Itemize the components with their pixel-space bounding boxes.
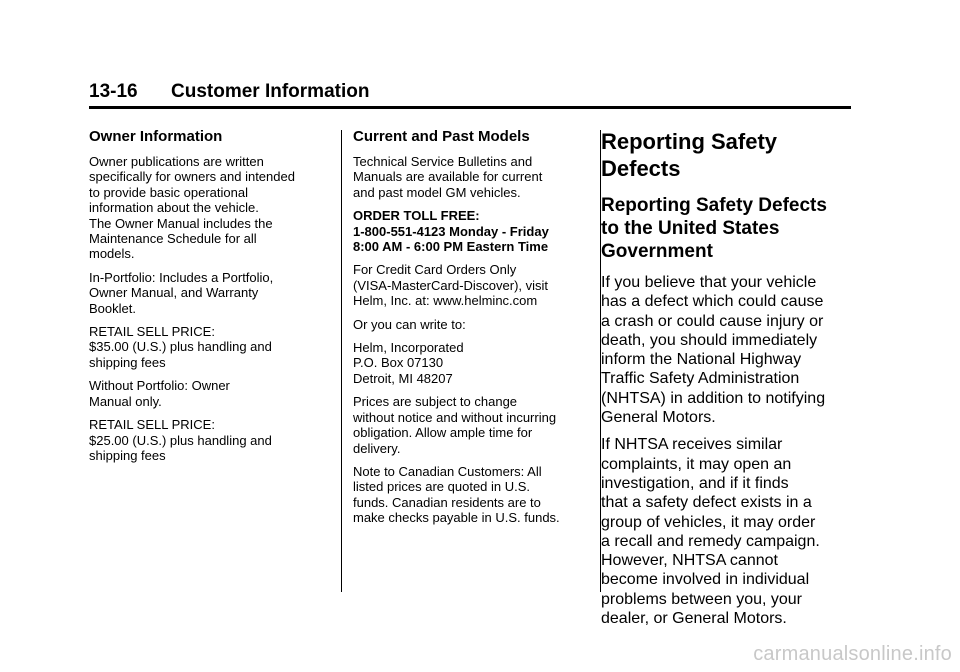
- vehicle-defect-paragraph: [601, 273, 851, 427]
- text-line: Defects: [601, 156, 681, 181]
- text-line: However, NHTSA cannot: [601, 552, 778, 570]
- text-line: Booklet.: [89, 300, 136, 316]
- text-line: a crash or could cause injury or: [601, 312, 824, 330]
- text-line: shipping fees: [89, 354, 166, 370]
- text-line: Prices are subject to change: [353, 394, 518, 410]
- text-line: If NHTSA receives similar: [601, 436, 783, 454]
- text-line: (NHTSA) in addition to notifying: [601, 389, 826, 407]
- text-line: Owner publications are written: [89, 154, 264, 169]
- text-line: RETAIL SELL PRICE:: [89, 324, 215, 340]
- text-line: 8:00 AM - 6:00 PM Eastern Time: [353, 239, 549, 255]
- retail-price-portfolio: [89, 324, 334, 370]
- text-line: 1-800-551-4123 Monday - Friday: [353, 223, 549, 239]
- without-portfolio-paragraph: [89, 378, 334, 409]
- reporting-to-government-heading: [601, 194, 851, 263]
- text-line: complaints, it may open an: [601, 455, 792, 473]
- text-line: RETAIL SELL PRICE:: [89, 417, 215, 433]
- column-current-past-models: [353, 128, 585, 534]
- text-line: make checks payable in U.S. funds.: [353, 510, 560, 526]
- column-owner-information: [89, 128, 334, 471]
- text-line: has a defect which could cause: [601, 293, 824, 311]
- text-line: Technical Service Bulletins and: [353, 154, 533, 169]
- text-line: information about the vehicle.: [89, 200, 259, 216]
- nhtsa-complaints-paragraph: [601, 435, 851, 628]
- text-line: listed prices are quoted in U.S.: [353, 479, 531, 495]
- text-line: Manuals are available for current: [353, 169, 543, 185]
- text-line: Or you can write to:: [353, 316, 466, 332]
- retail-price-manual: [89, 417, 334, 463]
- text-line: a recall and remedy campaign.: [601, 532, 820, 550]
- write-to-paragraph: [353, 317, 585, 332]
- text-line: Manual only.: [89, 393, 162, 409]
- text-line: In-Portfolio: Includes a Portfolio,: [89, 269, 274, 285]
- page-number: 13-16: [89, 81, 138, 102]
- text-line: become involved in individual: [601, 571, 810, 589]
- text-line: that a safety defect exists in a: [601, 494, 812, 512]
- text-line: The Owner Manual includes the: [89, 215, 273, 231]
- text-line: obligation. Allow ample time for: [353, 425, 533, 441]
- text-line: Detroit, MI 48207: [353, 370, 453, 386]
- prices-change-paragraph: [353, 394, 585, 456]
- text-line: to the United States: [601, 218, 780, 239]
- owner-information-heading: Owner Information: [89, 128, 223, 145]
- text-line: Helm, Inc. at: www.helminc.com: [353, 293, 538, 309]
- order-toll-free: [353, 208, 585, 254]
- text-line: General Motors.: [601, 409, 716, 427]
- text-line: to provide basic operational: [89, 184, 248, 200]
- text-line: P.O. Box 07130: [353, 355, 444, 371]
- column-reporting-safety-defects: [601, 128, 851, 636]
- text-line: group of vehicles, it may order: [601, 513, 816, 531]
- text-line: models.: [89, 246, 135, 262]
- column-divider-1: [341, 130, 342, 592]
- text-line: delivery.: [353, 440, 401, 456]
- text-line: shipping fees: [89, 447, 166, 463]
- owner-publications-paragraph: [89, 154, 334, 262]
- text-line: $35.00 (U.S.) plus handling and: [89, 339, 272, 355]
- text-line: Note to Canadian Customers: All: [353, 463, 542, 479]
- text-line: Owner Manual, and Warranty: [89, 285, 259, 301]
- text-line: $25.00 (U.S.) plus handling and: [89, 432, 272, 448]
- text-line: If you believe that your vehicle: [601, 274, 817, 291]
- text-line: investigation, and if it finds: [601, 474, 789, 492]
- service-bulletins-paragraph: [353, 154, 585, 200]
- canadian-customers-note: [353, 464, 585, 526]
- credit-card-paragraph: [353, 262, 585, 308]
- in-portfolio-paragraph: [89, 270, 334, 316]
- text-line: and past model GM vehicles.: [353, 184, 521, 200]
- text-line: Traffic Safety Administration: [601, 370, 800, 388]
- text-line: Reporting Safety Defects: [601, 195, 827, 216]
- section-title: Customer Information: [171, 81, 370, 102]
- text-line: inform the National Highway: [601, 351, 802, 369]
- text-line: Helm, Incorporated: [353, 340, 464, 356]
- mailing-address: [353, 340, 585, 386]
- text-line: funds. Canadian residents are to: [353, 494, 541, 510]
- text-line: specifically for owners and intended: [89, 169, 295, 185]
- text-line: Government: [601, 241, 713, 262]
- reporting-safety-defects-heading: [601, 128, 851, 182]
- current-past-models-heading: Current and Past Models: [353, 128, 530, 145]
- text-line: problems between you, your: [601, 590, 802, 608]
- text-line: without notice and without incurring: [353, 409, 557, 425]
- watermark: carmanualsonline.info: [753, 643, 952, 665]
- text-line: ORDER TOLL FREE:: [353, 208, 480, 224]
- text-line: Maintenance Schedule for all: [89, 231, 257, 247]
- text-line: Reporting Safety: [601, 129, 778, 154]
- text-line: Without Portfolio: Owner: [89, 378, 230, 394]
- text-line: (VISA-MasterCard-Discover), visit: [353, 277, 549, 293]
- text-line: death, you should immediately: [601, 331, 818, 349]
- text-line: dealer, or General Motors.: [601, 610, 787, 628]
- page-header: [89, 80, 851, 109]
- text-line: For Credit Card Orders Only: [353, 262, 517, 278]
